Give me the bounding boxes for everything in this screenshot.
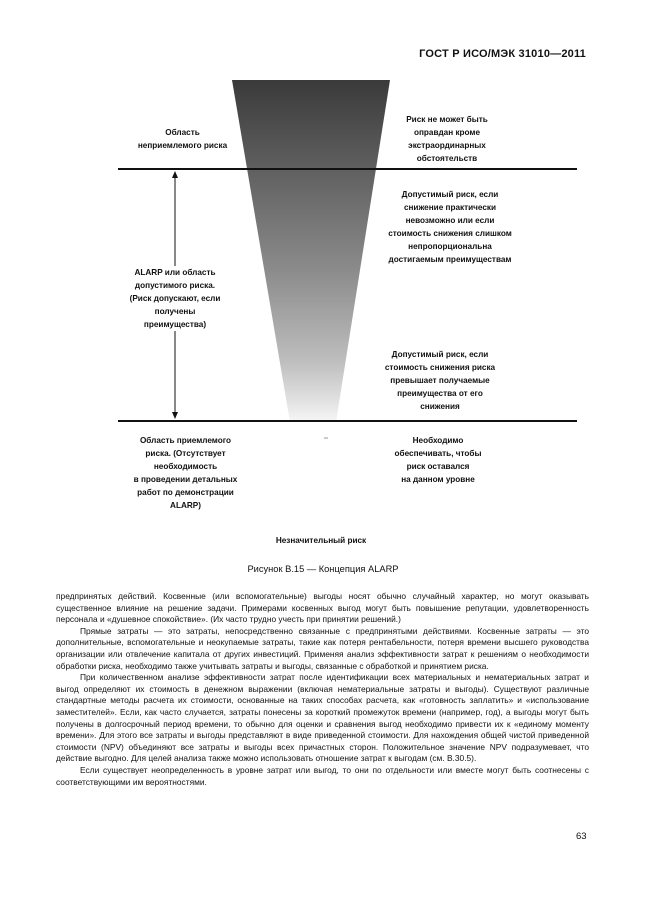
- unacceptable-region-label: Область неприемлемого риска: [137, 128, 228, 150]
- paragraph: предпринятых действий. Косвенные (или вспомогательные) выгоды носят обычно случайный характер, но могут оказывать существенное влияние на решение задачи. Примерами косвенных выгод могут быть повышение репутации, удовлетворенность персонала и «душевное спокойствие». (Их часто трудно учесть при принятии решений.): [56, 591, 589, 625]
- body-text: [56, 591, 589, 788]
- tolerable-cost-exceeds-label: Допустимый риск, если стоимость снижения риска превышает получаемые преимущества от его снижения: [384, 350, 496, 411]
- page-number: 63: [576, 831, 587, 842]
- need-to-ensure-label: Необходимо обеспечивать, чтобы риск оставался на данном уровне: [394, 436, 482, 484]
- document-header: ГОСТ Р ИСО/МЭК 31010—2011: [419, 48, 586, 60]
- figure-caption: Рисунок В.15 — Концепция ALARP: [247, 564, 399, 574]
- risk-not-justified-label: Риск не может быть оправдан кроме экстраординарных обстоятельств: [406, 115, 488, 163]
- tolerable-impractical-label: Допустимый риск, если снижение практически невозможно или если стоимость снижения слишком непропорциональна достигаемым преимуществам: [388, 190, 512, 264]
- paragraph: Если существует неопределенность в уровне затрат или выгод, то они по отдельности или вместе могут быть соотнесены с соответствующими им вероятностями.: [56, 764, 589, 787]
- paragraph: При количественном анализе эффективности затрат после идентификации всех материальных и нематериальных затрат и выгод определяют их стоимость в денежном выражении (включая нематериальные затраты и выгоды). Существуют различные стандартные методы расчета их стоимости, основанные на таких способах расчета, как «готовность заплатить» и «использование заместителей». Если, как часто случается, затраты понесены за короткий промежуток времени (например, год), а выгоды могут быть получены в долгосрочный период времени, то обычно для оценки и сравнения выгод необходимо привести их к «единому моменту времени». Для этого все затраты и выгоды представляют в виде приведенной стоимости. Для нахождения общей чистой приведенной стоимости (NPV) объединяют все затраты и выгоды всех причастных сторон. Положительное значение NPV подразумевает, что действие выгодно. Для целей анализа также можно использовать отношение затрат к выгодам (см. В.30.5).: [56, 672, 589, 764]
- paragraph: Прямые затраты — это затраты, непосредственно связанные с предпринятыми действиями. Косвенные затраты — это дополнительные, вспомогательные и неокупаемые затраты, такие как потеря рентабельности, потеря времени высшего руководства организации или отвлечение капитала от других инвестиций. Применяя анализ эффективности затрат к решениям о необходимости обработки риска, необходимо также учитывать затраты и выгоды, связанные с обработкой и принятием риска.: [56, 625, 589, 671]
- negligible-risk-label: Незначительный риск: [275, 536, 367, 545]
- arrow-head-up: [172, 171, 178, 178]
- arrow-head-down: [172, 412, 178, 419]
- acceptable-region-label: Область приемлемого риска. (Отсутствует необходимость в проведении детальных работ по демонстрации ALARP): [133, 436, 238, 510]
- alarp-region-label: ALARP или область допустимого риска. (Риск допускают, если получены преимущества): [108, 266, 242, 331]
